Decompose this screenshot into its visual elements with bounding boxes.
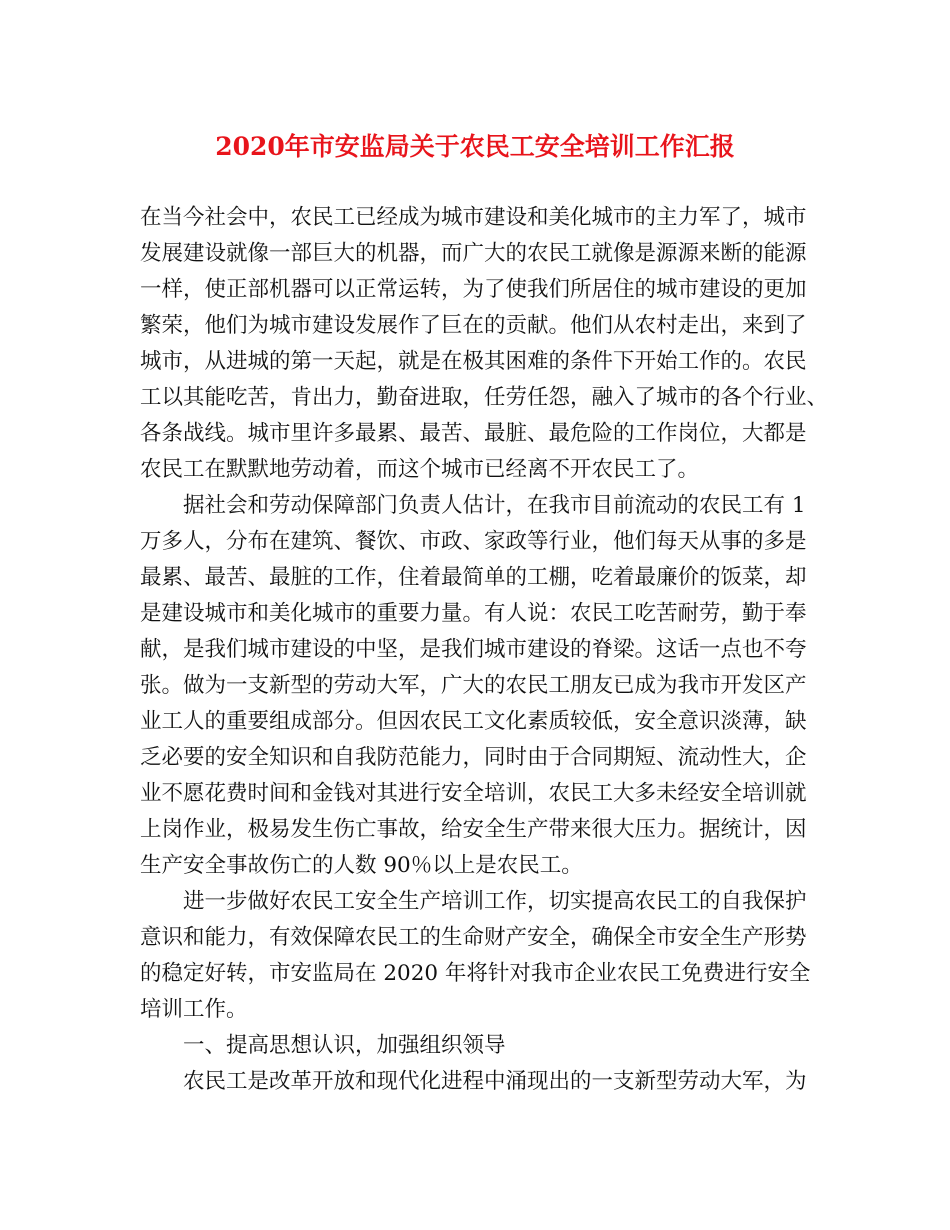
body-line: 据社会和劳动保障部门负责人估计，在我市目前流动的农民工有 1 — [140, 493, 806, 518]
section-heading: 一、提高思想认识，加强组织领导 — [140, 1033, 506, 1058]
body-line: 最累、最苦、最脏的工作，住着最简单的工棚，吃着最廉价的饭菜，却 — [140, 565, 807, 590]
body-line: 发展建设就像一部巨大的机器，而广大的农民工就像是源源来断的能源 — [140, 241, 807, 266]
document-title: 2020年市安监局关于农民工安全培训工作汇报 — [215, 132, 735, 161]
body-line: 张。做为一支新型的劳动大军，广大的农民工朋友已成为我市开发区产 — [140, 673, 807, 698]
body-line: 乏必要的安全知识和自我防范能力，同时由于合同期短、流动性大，企 — [140, 745, 807, 770]
body-line: 业工人的重要组成部分。但因农民工文化素质较低，安全意识淡薄，缺 — [140, 709, 807, 734]
body-line: 培训工作。 — [140, 997, 248, 1022]
body-line: 献，是我们城市建设的中坚，是我们城市建设的脊梁。这话一点也不夸 — [140, 637, 807, 662]
body-line: 进一步做好农民工安全生产培训工作，切实提高农民工的自我保护 — [140, 889, 807, 914]
body-line: 的稳定好转，市安监局在 2020 年将针对我市企业农民工免费进行安全 — [140, 961, 811, 986]
body-line: 是建设城市和美化城市的重要力量。有人说：农民工吃苦耐劳，勤于奉 — [140, 601, 807, 626]
body-line: 各条战线。城市里许多最累、最苦、最脏、最危险的工作岗位，大都是 — [140, 421, 807, 446]
body-line: 在当今社会中，农民工已经成为城市建设和美化城市的主力军了，城市 — [140, 205, 807, 230]
body-line: 生产安全事故伤亡的人数 90％以上是农民工。 — [140, 853, 583, 878]
body-line: 城市，从进城的第一天起，就是在极其困难的条件下开始工作的。农民 — [140, 349, 807, 374]
body-line: 万多人，分布在建筑、餐饮、市政、家政等行业，他们每天从事的多是 — [140, 529, 807, 554]
body-line: 工以其能吃苦，肯出力，勤奋进取，任劳任怨，融入了城市的各个行业、 — [140, 385, 829, 410]
body-line: 意识和能力，有效保障农民工的生命财产安全，确保全市安全生产形势 — [140, 925, 807, 950]
body-line: 业不愿花费时间和金钱对其进行安全培训，农民工大多未经安全培训就 — [140, 781, 807, 806]
body-line: 一样，使正部机器可以正常运转，为了使我们所居住的城市建设的更加 — [140, 277, 807, 302]
body-line: 繁荣，他们为城市建设发展作了巨在的贡献。他们从农村走出，来到了 — [140, 313, 807, 338]
body-line: 农民工是改革开放和现代化进程中涌现出的一支新型劳动大军，为 — [140, 1069, 807, 1094]
body-line: 上岗作业，极易发生伤亡事故，给安全生产带来很大压力。据统计，因 — [140, 817, 807, 842]
body-line: 农民工在默默地劳动着，而这个城市已经离不开农民工了。 — [140, 457, 700, 482]
